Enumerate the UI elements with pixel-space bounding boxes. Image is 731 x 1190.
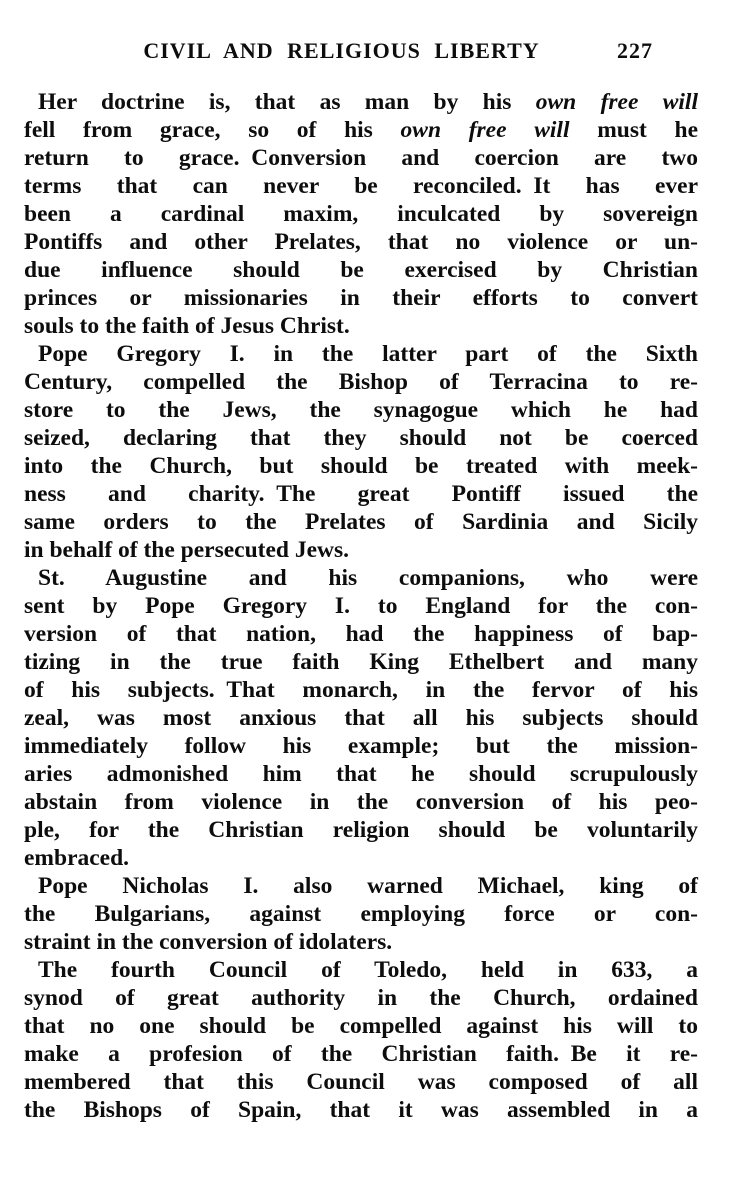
text-run: princes or missionaries in their efforts to convert (24, 285, 698, 311)
paragraph-4-line-3 (24, 928, 698, 956)
page-body (24, 88, 698, 1124)
paragraph-1-line-4 (24, 172, 698, 200)
text-run: Century, compelled the Bishop of Terracina to re- (24, 369, 698, 395)
paragraph-4-line-2 (24, 900, 698, 928)
text-run: of his subjects. That monarch, in the fervor of his (24, 677, 698, 703)
paragraph-5-line-1 (24, 956, 698, 984)
paragraph-2-line-1 (24, 340, 698, 368)
paragraph-2-line-8 (24, 536, 698, 564)
italic-phrase: own free will (400, 117, 570, 143)
text-run: embraced. (24, 845, 130, 871)
paragraph-5-line-4 (24, 1040, 698, 1068)
paragraph-3-line-7 (24, 732, 698, 760)
italic-phrase: own free will (535, 89, 698, 115)
text-run: terms that can never be reconciled. It has ever (24, 173, 698, 199)
paragraph-1-line-5 (24, 200, 698, 228)
text-run: the Bishops of Spain, that it was assembled in a (24, 1097, 698, 1123)
text-run: must he (569, 117, 699, 143)
paragraph-3-line-2 (24, 592, 698, 620)
text-run: Pope Nicholas I. also warned Michael, king of (38, 873, 698, 899)
text-run: ple, for the Christian religion should be voluntarily (24, 817, 698, 843)
text-run: aries admonished him that he should scrupulously (24, 761, 698, 787)
paragraph-1-line-3 (24, 144, 698, 172)
text-run: been a cardinal maxim, inculcated by sovereign (24, 201, 698, 227)
text-run: synod of great authority in the Church, ordained (24, 985, 698, 1011)
text-run: return to grace. Conversion and coercion are two (24, 145, 698, 171)
paragraph-1-line-2 (24, 116, 698, 144)
text-run: make a profesion of the Christian faith. Be it re- (24, 1041, 698, 1067)
running-head (0, 37, 731, 65)
text-run: tizing in the true faith King Ethelbert and many (24, 649, 698, 675)
paragraph-3-line-4 (24, 648, 698, 676)
text-run: seized, declaring that they should not be coerced (24, 425, 698, 451)
text-run: version of that nation, had the happiness of bap- (24, 621, 698, 647)
text-run: St. Augustine and his companions, who were (38, 565, 698, 591)
text-run: sent by Pope Gregory I. to England for the con- (24, 593, 698, 619)
text-run: the Bulgarians, against employing force or con- (24, 901, 698, 927)
paragraph-2-line-4 (24, 424, 698, 452)
page-number: 227 (617, 38, 653, 63)
text-run: abstain from violence in the conversion of his peo- (24, 789, 698, 815)
paragraph-3-line-11 (24, 844, 698, 872)
text-run: The fourth Council of Toledo, held in 633, a (38, 957, 698, 983)
paragraph-3-line-6 (24, 704, 698, 732)
paragraph-3-line-8 (24, 760, 698, 788)
paragraph-1-line-1 (24, 88, 698, 116)
paragraph-3-line-1 (24, 564, 698, 592)
text-run: membered that this Council was composed of all (24, 1069, 698, 1095)
paragraph-5-line-2 (24, 984, 698, 1012)
text-run: into the Church, but should be treated with meek- (24, 453, 698, 479)
text-run: Her doctrine is, that as man by his (38, 89, 536, 115)
text-run: souls to the faith of Jesus Christ. (24, 313, 350, 339)
text-run: Pope Gregory I. in the latter part of the Sixth (38, 341, 698, 367)
text-run: that no one should be compelled against his will to (24, 1013, 698, 1039)
text-run: Pontiffs and other Prelates, that no violence or un- (24, 229, 698, 255)
paragraph-3-line-5 (24, 676, 698, 704)
paragraph-2-line-5 (24, 452, 698, 480)
paragraph-1-line-6 (24, 228, 698, 256)
running-title: CIVIL AND RELIGIOUS LIBERTY (143, 38, 540, 63)
paragraph-3-line-9 (24, 788, 698, 816)
paragraph-2-line-7 (24, 508, 698, 536)
text-run: in behalf of the persecuted Jews. (24, 537, 350, 563)
paragraph-2-line-6 (24, 480, 698, 508)
text-run: fell from grace, so of his (24, 117, 401, 143)
paragraph-5-line-5 (24, 1068, 698, 1096)
text-run: zeal, was most anxious that all his subjects should (24, 705, 698, 731)
paragraph-5-line-6 (24, 1096, 698, 1124)
text-run: due influence should be exercised by Christian (24, 257, 698, 283)
text-run: same orders to the Prelates of Sardinia and Sicily (24, 509, 698, 535)
text-run: straint in the conversion of idolaters. (24, 929, 393, 955)
paragraph-3-line-3 (24, 620, 698, 648)
paragraph-3-line-10 (24, 816, 698, 844)
paragraph-1-line-7 (24, 256, 698, 284)
text-run: ness and charity. The great Pontiff issued the (24, 481, 698, 507)
text-run: immediately follow his example; but the mission- (24, 733, 698, 759)
paragraph-2-line-3 (24, 396, 698, 424)
text-run: store to the Jews, the synagogue which he had (24, 397, 698, 423)
paragraph-1-line-8 (24, 284, 698, 312)
paragraph-1-line-9 (24, 312, 698, 340)
paragraph-2-line-2 (24, 368, 698, 396)
paragraph-4-line-1 (24, 872, 698, 900)
paragraph-5-line-3 (24, 1012, 698, 1040)
